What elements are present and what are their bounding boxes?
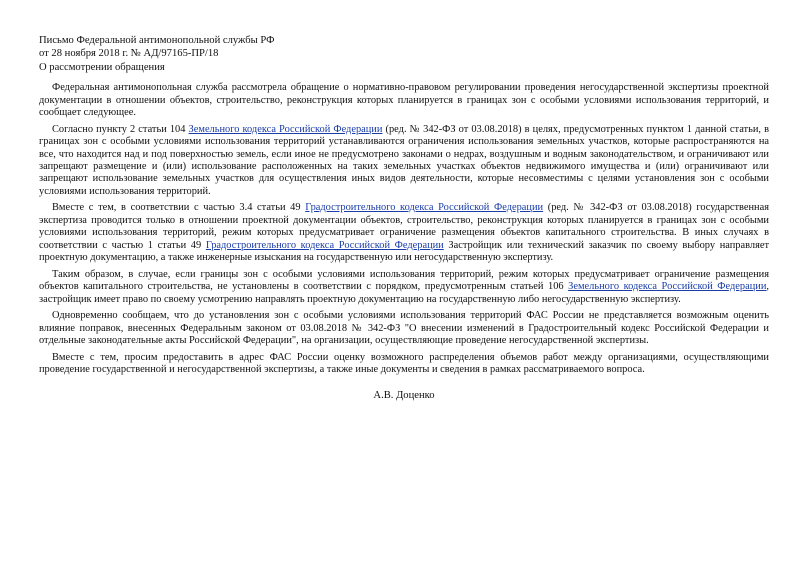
paragraph-4-after: , застройщик имеет право по своему усмотрению направлять проектную документацию на государственную либо негосударственную экспертизу.	[39, 281, 769, 305]
urban-code-link-1[interactable]: Градостроительного кодекса Российской Федерации	[305, 202, 544, 214]
paragraph-1	[39, 82, 769, 119]
header-title: Письмо Федеральной антимонопольной службы РФ	[39, 35, 275, 46]
paragraph-6-text: Вместе с тем, просим предоставить в адрес ФАС России оценку возможного распределения объемов работ между организациями, осуществляющими проведение государственной и негосударственной экспертизы, а также иные документы и сведения в рамках рассматриваемого вопроса.	[39, 351, 769, 376]
paragraph-3-after: Застройщик или технический заказчик по своему выбору направляет проектную документацию, а также инженерные изыскания на государственную или негосударственную экспертизу.	[39, 239, 770, 264]
paragraph-4-before: Таким образом, в случае, если границы зон с особыми условиями использования территорий, режим которых предусматривает ограничение размещения объектов капитального строительства, не установлены в соответствии с порядком, предусмотренным статьей 106	[39, 268, 769, 293]
paragraph-4	[39, 269, 769, 306]
land-code-link[interactable]: Земельного кодекса Российской Федерации	[188, 123, 383, 135]
header-date-number: от 28 ноября 2018 г. № АД/97165-ПР/18	[39, 48, 219, 60]
paragraph-2-before: Согласно пункту 2 статьи 104	[52, 123, 189, 135]
land-code-link-2[interactable]: Земельного кодекса Российской Федерации	[568, 281, 767, 293]
paragraph-6	[39, 352, 769, 377]
paragraph-3	[39, 202, 769, 264]
document-header	[39, 34, 769, 74]
paragraph-3-before: Вместе с тем, в соответствии с частью 3.4 статьи 49	[52, 202, 306, 214]
paragraph-3-middle: (ред. № 342-ФЗ от 03.08.2018) государственная экспертиза проводится только в отношении проектной документации объектов, строительство, реконструкция которых планируется в границах зон с особыми условиями использования территорий, режим которых предусматривает ограничение размещения объектов капитального строительства. В иных случаях в соответствии с частью 1 статьи 49	[39, 202, 770, 251]
header-subject: О рассмотрении обращения	[39, 61, 165, 73]
urban-code-link-2[interactable]: Градостроительного кодекса Российской Федерации	[205, 239, 444, 251]
paragraph-1-text: Федеральная антимонопольная служба рассмотрела обращение о нормативно-правовом регулировании проведения негосударственной экспертизы проектной документации в отношении объектов, строительство, реконструкция которых планируется в границах зон с особыми условиями использования территорий, и сообщает следующее.	[39, 82, 769, 119]
paragraph-5	[39, 310, 769, 347]
paragraph-2-after: (ред. № 342-ФЗ от 03.08.2018) в целях, предусмотренных пунктом 1 данной статьи, в границах зон с особыми условиями использования территорий устанавливаются ограничения использования земельных участков, которые распространяются на все, что находится над и под поверхностью земель, если иное не предусмотрено законами о недрах, воздушным и водным законодательством, и ограничивают или запрещают размещение и (или) использование расположенных на таких земельных участках объектов недвижимого имущества и (или) ограничивают или запрещают использование земельных участков для осуществления иных видов деятельности, которые несовместимы с целями установления зон с особыми условиями использования территорий.	[39, 123, 769, 197]
paragraph-5-text: Одновременно сообщаем, что до установления зон с особыми условиями использования территорий ФАС России не представляется возможным оценить влияние поправок, внесенных Федеральным законом от 03.08.2018 № 342-ФЗ "О внесении изменений в Градостроительный кодекс Российской Федерации и отдельные законодательные акты Российской Федерации", на организации, осуществляющие проведение негосударственной экспертизы.	[39, 310, 769, 347]
paragraph-2	[39, 124, 769, 198]
signature: А.В. Доценко	[373, 389, 435, 401]
